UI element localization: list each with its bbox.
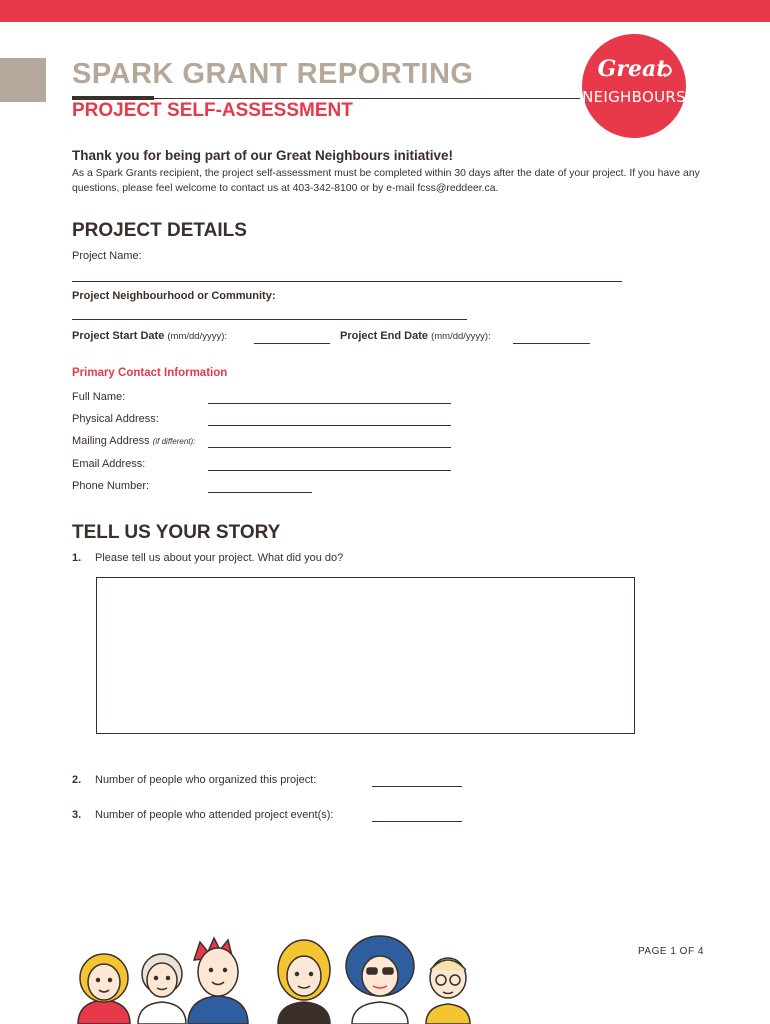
logo-great: Great [597,56,667,82]
document-subtitle: PROJECT SELF-ASSESSMENT [72,100,353,121]
physical-address-field[interactable] [208,425,451,426]
project-name-field[interactable] [72,281,622,282]
q1-answer-box[interactable] [96,577,635,734]
side-tab-marker [0,58,46,102]
person-4-illustration [278,940,330,1024]
mailing-address-row [72,435,195,447]
q3-number: 3. [72,809,82,821]
start-date-format: (mm/dd/yyyy): [167,331,228,342]
person-6-illustration [426,958,470,1024]
people-illustration [60,926,490,1024]
q2-text: Number of people who organized this project: [95,774,317,786]
q3-text: Number of people who attended project event(s): [95,809,334,821]
project-name-label: Project Name: [72,250,142,262]
q1-number: 1. [72,552,82,564]
start-date-label: Project Start Date [72,330,165,342]
neighbourhood-label: Project Neighbourhood or Community: [72,290,276,302]
end-date-format: (mm/dd/yyyy): [431,331,491,342]
top-red-bar [0,0,770,22]
great-neighbours-logo [582,26,686,144]
intro-body: As a Spark Grants recipient, the project self-assessment must be completed within 30 days after the date of your project. If you have any questions, please feel welcome to contact us at 403-342-8100 or by e-mail fcss@reddeer.ca. [72,168,700,194]
end-date-field[interactable] [513,343,590,344]
person-1-illustration [78,954,130,1024]
full-name-field[interactable] [208,403,451,404]
email-field[interactable] [208,470,451,471]
start-date-field[interactable] [254,343,330,344]
contact-heading: Primary Contact Information [72,367,228,379]
person-3-illustration [188,938,248,1024]
intro-heading: Thank you for being part of our Great Neighbours initiative! [72,148,454,163]
email-label: Email Address: [72,458,146,470]
end-date-label: Project End Date [340,330,429,342]
phone-field[interactable] [208,492,312,493]
document-title: SPARK GRANT REPORTING [72,58,474,90]
q1-text: Please tell us about your project. What did you do? [95,552,344,564]
person-2-illustration [138,954,186,1024]
full-name-label: Full Name: [72,391,126,403]
q2-answer-field[interactable] [372,786,462,787]
q2-number: 2. [72,774,82,786]
person-5-illustration [346,936,414,1024]
section-heading-project-details: PROJECT DETAILS [72,220,247,241]
end-date-row [340,330,491,342]
section-heading-story: TELL US YOUR STORY [72,522,281,543]
start-date-row [72,330,227,342]
phone-label: Phone Number: [72,480,150,492]
physical-address-label: Physical Address: [72,413,159,425]
q3-answer-field[interactable] [372,821,462,822]
mailing-address-label: Mailing Address [72,435,150,447]
neighbourhood-field[interactable] [72,319,467,320]
mailing-address-field[interactable] [208,447,451,448]
page-number: PAGE 1 OF 4 [638,946,704,957]
logo-neighbours: NEIGHBOURS [582,88,686,106]
mailing-address-note: (if different): [152,437,196,446]
